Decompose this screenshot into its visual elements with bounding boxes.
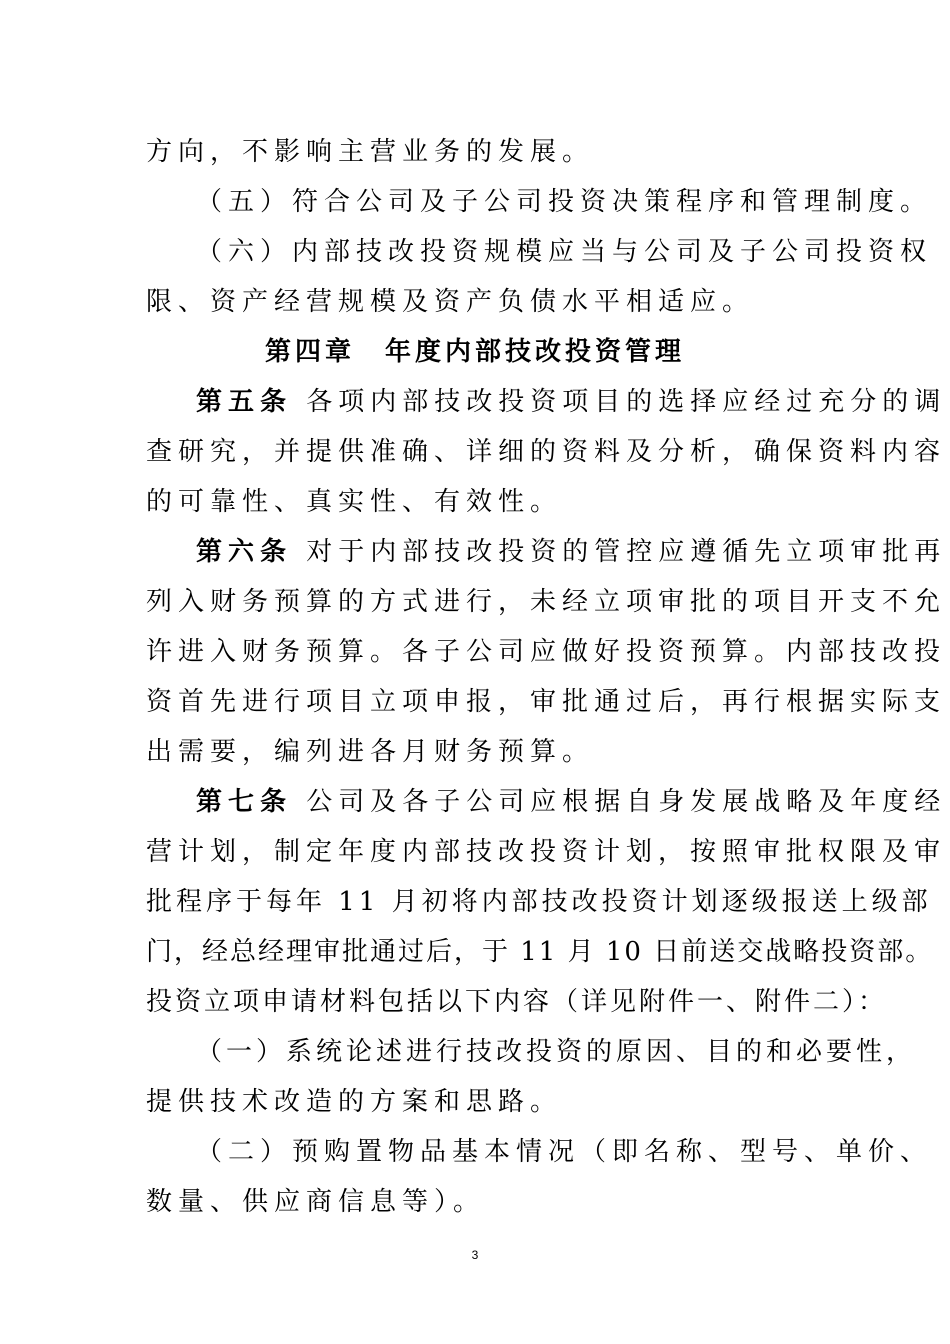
article-text: 各项内部技改投资项目的选择应经过充分的调 [306,387,947,417]
paragraph-line: 营计划，制定年度内部技改投资计划，按照审批权限及审 [146,837,947,867]
paragraph-line: 数量、供应商信息等）。 [146,1187,486,1217]
paragraph-line: （二）预购置物品基本情况（即名称、型号、单价、 [196,1137,933,1167]
paragraph-line: 方向，不影响主营业务的发展。 [146,137,595,167]
article-text: 公司及各子公司应根据自身发展战略及年度经 [306,787,947,817]
paragraph-line: 查研究，并提供准确、详细的资料及分析，确保资料内容 [146,437,947,467]
article-label: 第六条 [196,537,293,567]
article-line [196,783,947,821]
paragraph-line: 门，经总经理审批通过后，于 11 月 10 日前送交战略投资部。 [146,937,934,967]
paragraph-line: （六）内部技改投资规模应当与公司及子公司投资权 [196,237,933,267]
article-line [196,533,947,571]
paragraph-line: 的可靠性、真实性、有效性。 [146,487,563,517]
paragraph-line: 投资立项申请材料包括以下内容（详见附件一、附件二）： [146,987,888,1017]
paragraph-line: 许进入财务预算。各子公司应做好投资预算。内部技改投 [146,637,947,667]
paragraph-line: 出需要，编列进各月财务预算。 [146,737,595,767]
article-text: 对于内部技改投资的管控应遵循先立项审批再 [306,537,947,567]
paragraph-line: 资首先进行项目立项申报，审批通过后，再行根据实际支 [146,687,947,717]
paragraph-line: （一）系统论述进行技改投资的原因、目的和必要性， [196,1037,917,1067]
article-line [196,383,947,421]
article-label: 第七条 [196,787,293,817]
chapter-heading: 第四章 年度内部技改投资管理 [264,337,685,367]
article-label: 第五条 [196,387,293,417]
paragraph-line: 限、资产经营规模及资产负债水平相适应。 [146,287,755,317]
page-number: 3 [471,1248,479,1262]
paragraph-line: （五）符合公司及子公司投资决策程序和管理制度。 [196,187,933,217]
paragraph-line: 提供技术改造的方案和思路。 [146,1087,563,1117]
paragraph-line: 列入财务预算的方式进行，未经立项审批的项目开支不允 [146,587,947,617]
paragraph-line: 批程序于每年 11 月初将内部技改投资计划逐级报送上级部 [146,887,932,917]
